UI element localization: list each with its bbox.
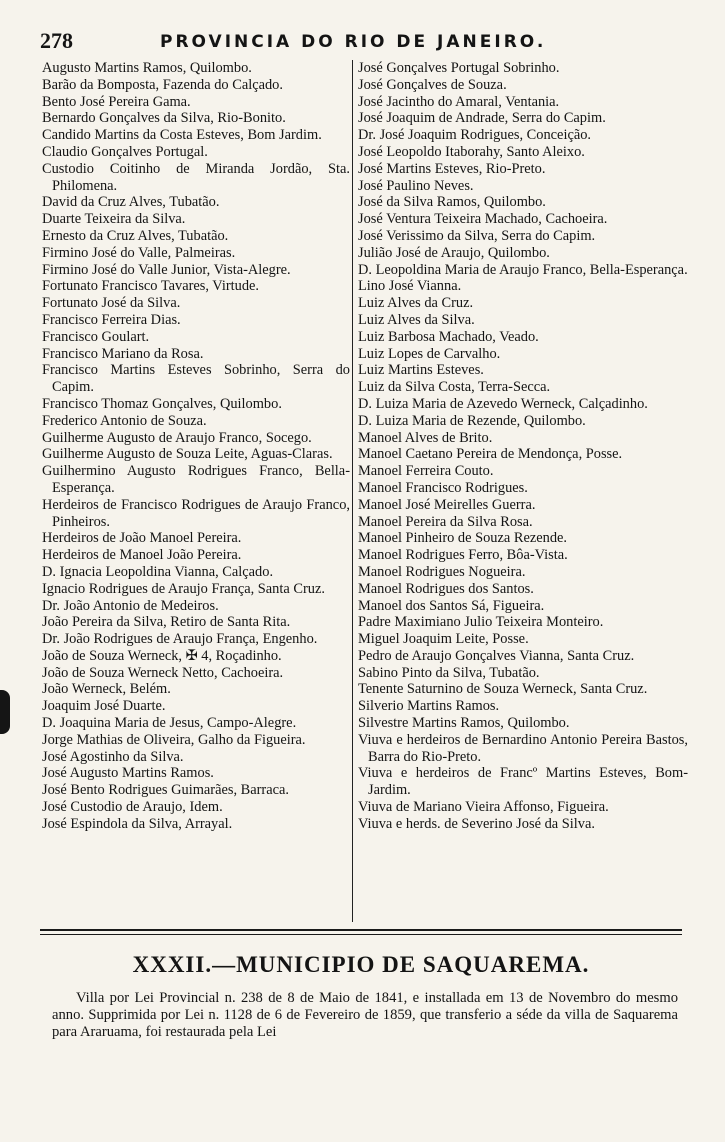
list-entry: José Augusto Martins Ramos.: [42, 765, 214, 782]
list-entry: Guilherme Augusto de Souza Leite, Aguas-Claras.: [42, 446, 333, 463]
list-entry: José Custodio de Araujo, Idem.: [42, 799, 223, 816]
list-entry: Francisco Goulart.: [42, 328, 150, 345]
column-divider: [352, 60, 353, 922]
list-entry: Sabino Pinto da Silva, Tubatão.: [358, 664, 540, 681]
list-entry: João Pereira da Silva, Retiro de Santa Rita.: [42, 614, 291, 631]
list-entry: Custodio Coitinho de Miranda Jordão, Sta. Philomena.: [42, 160, 350, 194]
list-entry: Luiz Martins Esteves.: [358, 362, 484, 379]
list-entry: Bento José Pereira Gama.: [42, 93, 191, 110]
list-entry: Jorge Mathias de Oliveira, Galho da Figueira.: [42, 731, 306, 748]
list-entry: Luiz Alves da Cruz.: [358, 295, 474, 312]
list-entry: José Ventura Teixeira Machado, Cachoeira.: [358, 211, 608, 228]
list-entry: Viuva e herds. de Severino José da Silva.: [358, 815, 595, 832]
list-entry: Dr. João Antonio de Medeiros.: [42, 597, 219, 614]
list-entry: Fortunato Francisco Tavares, Virtude.: [42, 278, 260, 295]
list-entry: Francisco Martins Esteves Sobrinho, Serra do Capim.: [42, 362, 350, 396]
left-column: [42, 60, 350, 833]
list-entry: Manoel Rodrigues dos Santos.: [358, 580, 534, 597]
list-entry: Duarte Teixeira da Silva.: [42, 211, 186, 228]
list-entry: Luiz da Silva Costa, Terra-Secca.: [358, 379, 551, 396]
binding-mark: [0, 690, 10, 734]
list-entry: José Leopoldo Itaborahy, Santo Aleixo.: [358, 143, 585, 160]
list-entry: Manoel Ferreira Couto.: [358, 463, 494, 480]
right-column: [358, 60, 688, 833]
list-entry: Manoel Alves de Brito.: [358, 429, 493, 446]
list-entry: Guilherme Augusto de Araujo Franco, Socego.: [42, 429, 312, 446]
list-entry: Manoel dos Santos Sá, Figueira.: [358, 597, 545, 614]
list-entry: Silverio Martins Ramos.: [358, 698, 500, 715]
list-entry: Padre Maximiano Julio Teixeira Monteiro.: [358, 614, 604, 631]
list-entry: Augusto Martins Ramos, Quilombo.: [42, 60, 252, 76]
list-entry: Herdeiros de Manoel João Pereira.: [42, 547, 242, 564]
section-body-text: Villa por Lei Provincial n. 238 de 8 de Maio de 1841, e installada em 13 de Novembro do mesmo anno. Supprimida por Lei n. 1128 de 6 de Fevereiro de 1859, que transferio a séde da villa de Saquarema para Araruama, foi restaurada pela Lei: [52, 990, 678, 1040]
list-entry: João de Souza Werneck Netto, Cachoeira.: [42, 664, 284, 681]
list-entry: José Bento Rodrigues Guimarães, Barraca.: [42, 782, 289, 799]
list-entry: Ignacio Rodrigues de Araujo França, Santa Cruz.: [42, 580, 325, 597]
list-entry: Joaquim José Duarte.: [42, 698, 166, 715]
list-entry: Claudio Gonçalves Portugal.: [42, 143, 208, 160]
section-rule-thick: [40, 929, 682, 931]
list-entry: José Martins Esteves, Rio-Preto.: [358, 160, 546, 177]
list-entry: Luiz Alves da Silva.: [358, 311, 475, 328]
list-entry: Frederico Antonio de Souza.: [42, 412, 207, 429]
list-entry: Luiz Barbosa Machado, Veado.: [358, 328, 539, 345]
list-entry: Miguel Joaquim Leite, Posse.: [358, 631, 529, 648]
list-entry: Pedro de Araujo Gonçalves Vianna, Santa Cruz.: [358, 647, 635, 664]
list-entry: Manoel Rodrigues Ferro, Bôa-Vista.: [358, 547, 568, 564]
list-entry: Julião José de Araujo, Quilombo.: [358, 244, 550, 261]
list-entry: Manoel Francisco Rodrigues.: [358, 479, 528, 496]
list-entry: João de Souza Werneck, ✠ 4, Roçadinho.: [42, 647, 282, 664]
list-entry: José Gonçalves Portugal Sobrinho.: [358, 60, 560, 76]
list-entry: Firmino José do Valle Junior, Vista-Alegre.: [42, 261, 291, 278]
list-entry: Viuva e herdeiros de Francº Martins Esteves, Bom-Jardim.: [358, 765, 688, 799]
list-entry: José Agostinho da Silva.: [42, 748, 184, 765]
list-entry: Candido Martins da Costa Esteves, Bom Jardim.: [42, 127, 322, 144]
list-entry: Ernesto da Cruz Alves, Tubatão.: [42, 227, 229, 244]
list-entry: David da Cruz Alves, Tubatão.: [42, 194, 220, 211]
list-entry: José Espindola da Silva, Arrayal.: [42, 815, 233, 832]
list-entry: Fortunato José da Silva.: [42, 295, 181, 312]
list-entry: Herdeiros de Francisco Rodrigues de Araujo Franco, Pinheiros.: [42, 496, 350, 530]
list-entry: Francisco Mariano da Rosa.: [42, 345, 204, 362]
list-entry: Manoel Pereira da Silva Rosa.: [358, 513, 533, 530]
section-rule-thin: [40, 934, 682, 935]
list-entry: Francisco Thomaz Gonçalves, Quilombo.: [42, 395, 282, 412]
list-entry: Bernardo Gonçalves da Silva, Rio-Bonito.: [42, 110, 286, 127]
list-entry: D. Leopoldina Maria de Araujo Franco, Bella-Esperança.: [358, 261, 688, 278]
list-entry: Manoel Rodrigues Nogueira.: [358, 563, 526, 580]
list-entry: José Gonçalves de Souza.: [358, 76, 507, 93]
list-entry: D. Joaquina Maria de Jesus, Campo-Alegre.: [42, 715, 297, 732]
list-entry: João Werneck, Belém.: [42, 681, 171, 698]
list-entry: Luiz Lopes de Carvalho.: [358, 345, 501, 362]
list-entry: José Paulino Neves.: [358, 177, 474, 194]
list-entry: Barão da Bomposta, Fazenda do Calçado.: [42, 76, 283, 93]
list-entry: Manoel Caetano Pereira de Mendonça, Posse.: [358, 446, 623, 463]
list-entry: Viuva de Mariano Vieira Affonso, Figueira.: [358, 799, 609, 816]
list-entry: D. Luiza Maria de Rezende, Quilombo.: [358, 412, 586, 429]
list-entry: José Joaquim de Andrade, Serra do Capim.: [358, 110, 606, 127]
list-entry: D. Ignacia Leopoldina Vianna, Calçado.: [42, 563, 274, 580]
list-entry: José Jacintho do Amaral, Ventania.: [358, 93, 560, 110]
list-entry: Dr. João Rodrigues de Araujo França, Engenho.: [42, 631, 318, 648]
list-entry: Viuva e herdeiros de Bernardino Antonio Pereira Bastos, Barra do Rio-Preto.: [358, 731, 688, 765]
list-entry: Herdeiros de João Manoel Pereira.: [42, 530, 242, 547]
list-entry: Silvestre Martins Ramos, Quilombo.: [358, 715, 570, 732]
list-entry: Manoel José Meirelles Guerra.: [358, 496, 536, 513]
list-entry: José Verissimo da Silva, Serra do Capim.: [358, 227, 596, 244]
list-entry: Manoel Pinheiro de Souza Rezende.: [358, 530, 568, 547]
page-header: [40, 28, 680, 52]
list-entry: José da Silva Ramos, Quilombo.: [358, 194, 546, 211]
running-title: PROVINCIA DO RIO DE JANEIRO.: [160, 32, 547, 52]
directory-columns: [38, 60, 686, 922]
list-entry: D. Luiza Maria de Azevedo Werneck, Calçadinho.: [358, 395, 648, 412]
list-entry: Francisco Ferreira Dias.: [42, 311, 181, 328]
list-entry: Dr. José Joaquim Rodrigues, Conceição.: [358, 127, 592, 144]
list-entry: Firmino José do Valle, Palmeiras.: [42, 244, 236, 261]
list-entry: Guilhermino Augusto Rodrigues Franco, Bella-Esperança.: [42, 463, 350, 496]
page-number: 278: [40, 28, 73, 53]
list-entry: Tenente Saturnino de Souza Werneck, Santa Cruz.: [358, 681, 648, 698]
list-entry: Lino José Vianna.: [358, 278, 462, 295]
section-heading: XXXII.—MUNICIPIO DE SAQUAREMA.: [132, 952, 590, 977]
